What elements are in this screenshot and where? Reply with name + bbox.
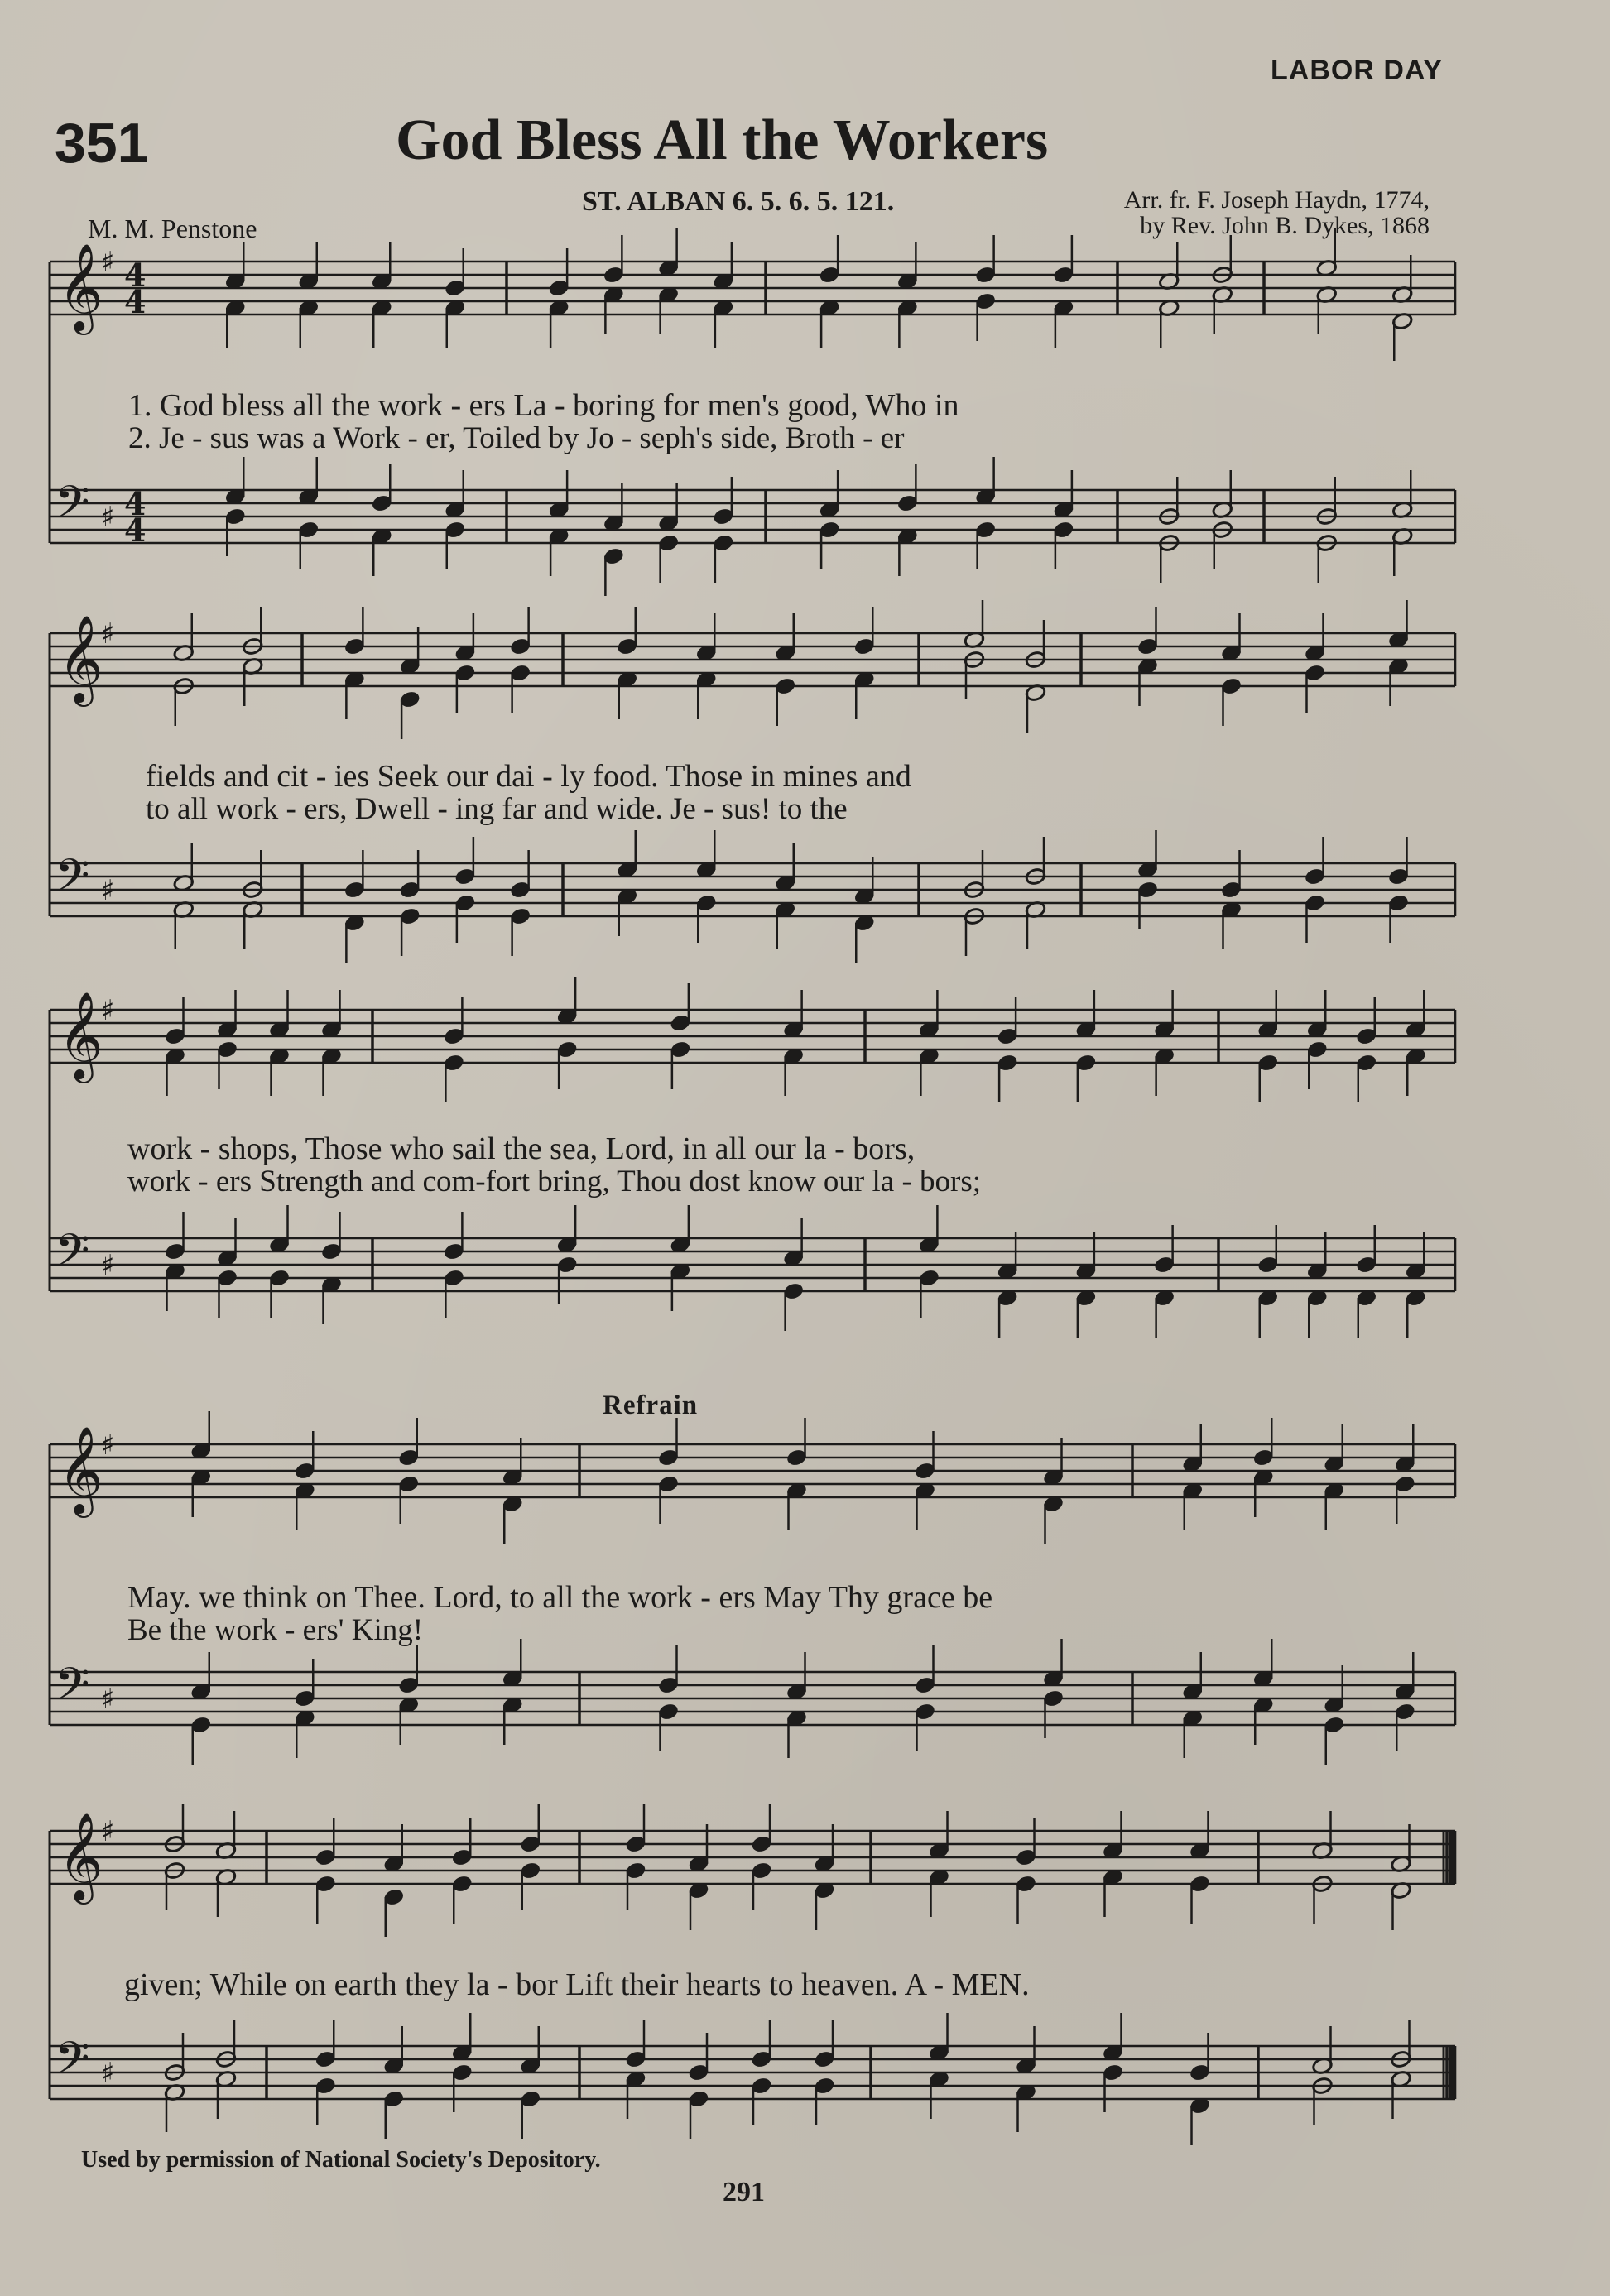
lyric-system-5-verse-1: given; While on earth they la - bor Lift their hearts to heaven. A - MEN. xyxy=(124,1967,1030,2002)
system-3-treble-key-sharp: ♯ xyxy=(101,994,115,1027)
lyric-system-4-verse-1: May. we think on Thee. Lord, to all the work - ers May Thy grace be xyxy=(127,1580,993,1615)
bass-time-signature: 4 xyxy=(124,512,147,549)
system-5-treble-clef: 𝄞 xyxy=(58,1812,103,1900)
system-1-treble-key-sharp: ♯ xyxy=(101,246,115,279)
system-1-bass-clef: 𝄢 xyxy=(55,476,90,540)
system-4-treble-key-sharp: ♯ xyxy=(101,1429,115,1462)
treble-time-signature: 4 xyxy=(124,283,147,320)
system-4-treble-clef: 𝄞 xyxy=(58,1425,103,1514)
treble-time-signature: 4 xyxy=(124,257,147,294)
system-4-treble-staff xyxy=(50,1444,1455,1497)
system-5-treble-key-sharp: ♯ xyxy=(101,1815,115,1848)
page-number: 291 xyxy=(723,2177,765,2207)
lyric-system-2-verse-1: fields and cit - ies Seek our dai - ly food. Those in mines and xyxy=(146,759,911,794)
lyric-system-1-verse-1: 1. God bless all the work - ers La - boring for men's good, Who in xyxy=(128,388,959,423)
system-1-bass-staff xyxy=(50,490,1455,543)
bass-time-signature: 4 xyxy=(124,485,147,522)
system-2-bass-key-sharp: ♯ xyxy=(101,874,115,907)
lyric-system-4-verse-2: Be the work - ers' King! xyxy=(127,1613,424,1647)
lyric-system-1-verse-2: 2. Je - sus was a Work - er, Toiled by Jo - seph's side, Broth - er xyxy=(128,421,905,455)
system-3-bass-key-sharp: ♯ xyxy=(101,1249,115,1282)
arranger-line-2: by Rev. John B. Dykes, 1868 xyxy=(1140,212,1430,239)
system-3-treble-staff xyxy=(50,1010,1455,1063)
system-2-bass-clef: 𝄢 xyxy=(55,849,90,913)
system-3-treble-clef: 𝄞 xyxy=(58,991,103,1079)
lyric-system-2-verse-2: to all work - ers, Dwell - ing far and wide. Je - sus! to the xyxy=(146,792,848,826)
system-2-treble-key-sharp: ♯ xyxy=(101,617,115,651)
system-2-treble-clef: 𝄞 xyxy=(58,614,103,703)
hymn-title: God Bless All the Workers xyxy=(396,108,1049,172)
permission-note: Used by permission of National Society's Depository. xyxy=(81,2147,601,2173)
system-4-bass-clef: 𝄢 xyxy=(55,1658,90,1722)
system-3-bass-staff xyxy=(50,1238,1455,1291)
system-5-bass-clef: 𝄢 xyxy=(55,2032,90,2096)
system-1-bass-key-sharp: ♯ xyxy=(101,501,115,534)
system-3-bass-clef: 𝄢 xyxy=(55,1224,90,1288)
refrain-label: Refrain xyxy=(603,1391,699,1420)
lyric-system-3-verse-1: work - shops, Those who sail the sea, Lord, in all our la - bors, xyxy=(127,1131,916,1166)
system-4-bass-key-sharp: ♯ xyxy=(101,1683,115,1716)
author: M. M. Penstone xyxy=(88,214,257,243)
hymn-number: 351 xyxy=(55,112,149,175)
system-1-treble-clef: 𝄞 xyxy=(58,243,103,331)
tune-info: ST. ALBAN 6. 5. 6. 5. 121. xyxy=(582,186,895,217)
system-1-treble-staff xyxy=(50,262,1455,315)
arranger-line-1: Arr. fr. F. Joseph Haydn, 1774, xyxy=(1123,186,1430,214)
lyric-system-3-verse-2: work - ers Strength and com-fort bring, Thou dost know our la - bors; xyxy=(127,1165,982,1198)
system-4-bass-staff xyxy=(50,1672,1455,1725)
section-label: LABOR DAY xyxy=(1271,55,1443,86)
system-5-bass-key-sharp: ♯ xyxy=(101,2057,115,2090)
